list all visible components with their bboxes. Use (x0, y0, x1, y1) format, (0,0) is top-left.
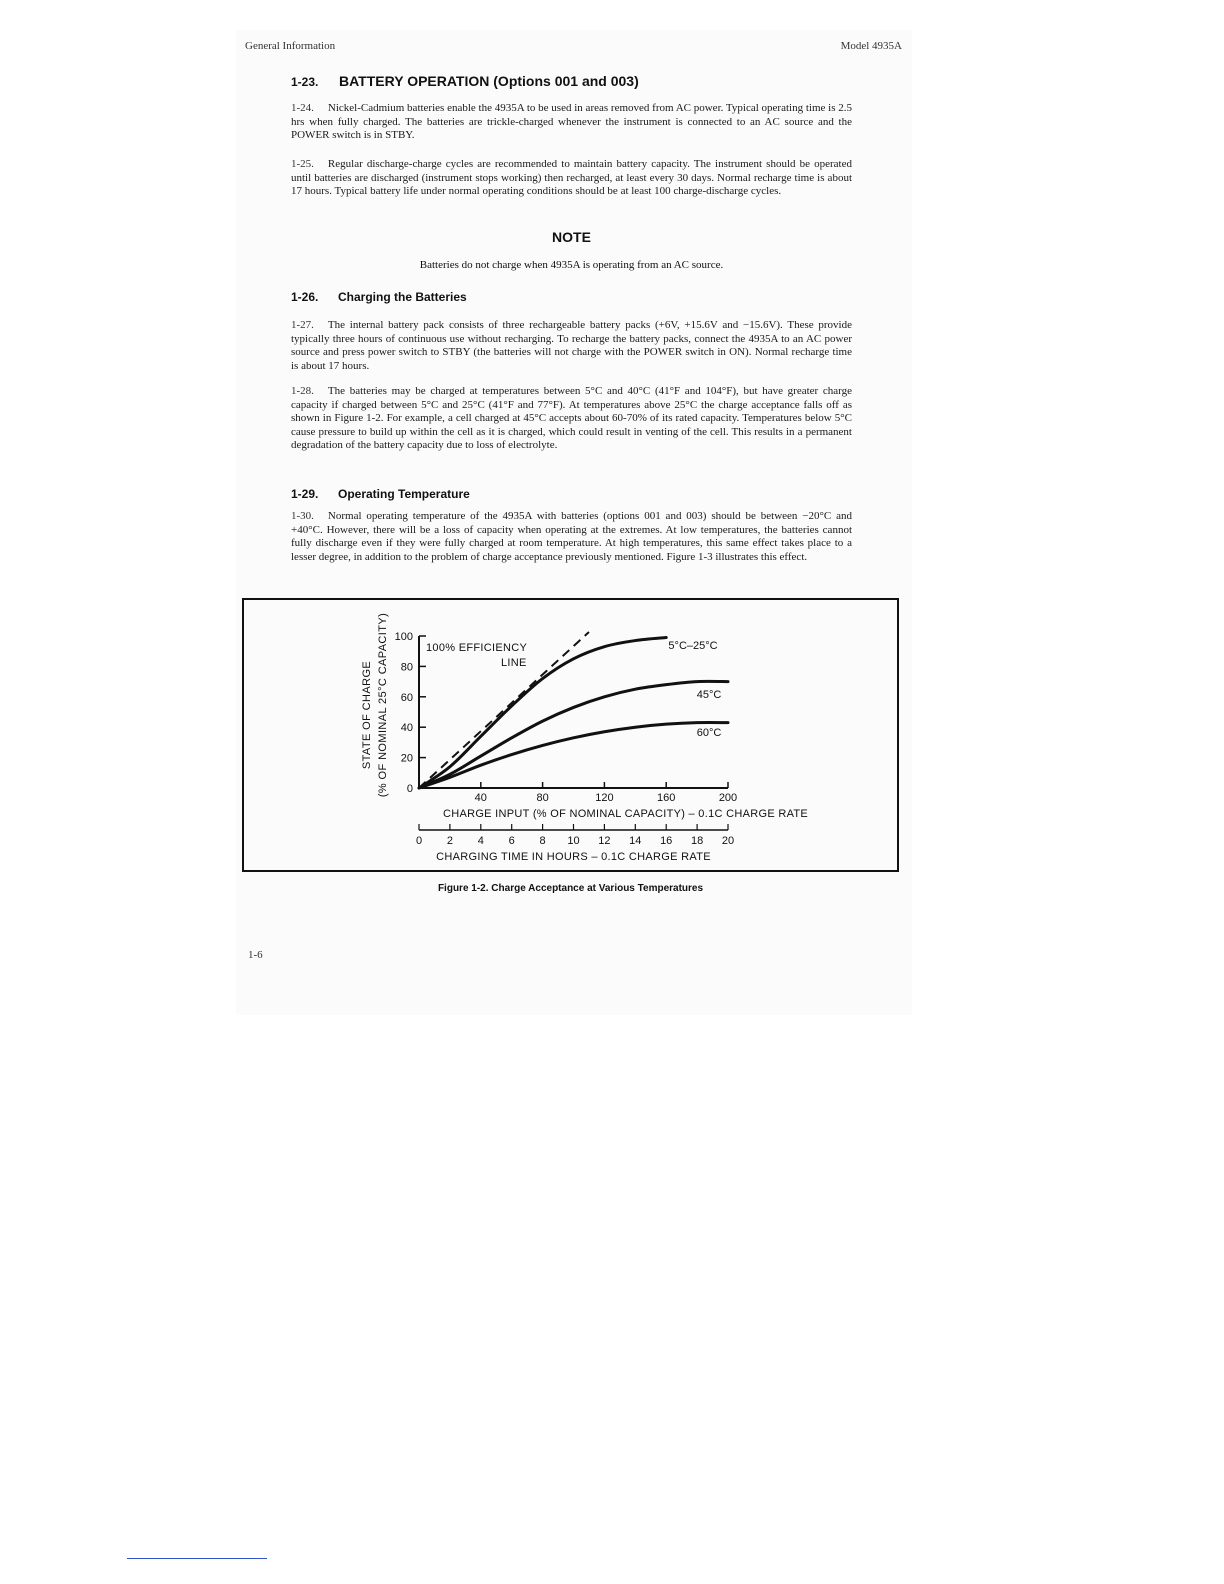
series-label-curve-60c: 60°C (696, 727, 722, 739)
section-number: 1-26. (291, 290, 319, 304)
section-title: Charging the Batteries (338, 290, 467, 304)
paragraph-text: Regular discharge-charge cycles are recommended to maintain battery capacity. The instrument should be operated until batteries are discharged (instrument stops working) then recharged, at least every 30 days. Normal recharge time is about 17 hours. Typical battery life under normal operating conditions should be at least 100 charge-discharge cycles. (291, 158, 852, 197)
curve-5-25c (419, 638, 666, 788)
paragraph-1-30 (291, 510, 852, 564)
figure-caption: Figure 1-2. Charge Acceptance at Various Temperatures (437, 883, 704, 894)
time-axis-tick-label: 16 (660, 835, 673, 847)
time-axis-label: CHARGING TIME IN HOURS – 0.1C CHARGE RATE (436, 851, 711, 863)
x-tick-label: 80 (536, 792, 549, 804)
paragraph-number: 1-27. (291, 319, 314, 331)
time-axis-tick-label: 6 (508, 835, 515, 847)
running-head-right: Model 4935A (840, 40, 902, 52)
series-label-curve-5-25c: 5°C–25°C (668, 640, 718, 652)
chart-svg (244, 600, 897, 870)
section-heading-battery-operation (291, 73, 639, 89)
paragraph-1-27 (291, 319, 852, 373)
chart-axes (419, 636, 728, 830)
time-axis-tick-label: 18 (690, 835, 704, 847)
paragraph-number: 1-28. (291, 385, 314, 397)
time-axis-tick-label: 2 (446, 835, 453, 847)
section-number: 1-29. (291, 487, 319, 501)
paragraph-1-24 (291, 102, 852, 143)
y-tick-label: 60 (400, 691, 413, 704)
section-title: BATTERY OPERATION (Options 001 and 003) (339, 73, 639, 89)
x-tick-label: 120 (595, 792, 614, 804)
time-axis-tick-label: 10 (567, 835, 580, 847)
chart-labels (361, 613, 808, 863)
time-axis-tick-label: 4 (477, 835, 484, 847)
time-axis-tick-label: 14 (629, 835, 642, 847)
paragraph-text: Normal operating temperature of the 4935A with batteries (options 001 and 003) should be between −20°C and +40°C. However, there will be a loss of capacity when operating at the extremes. At low temperatures, the batteries cannot fully discharge even if they were fully charged at room temperature. At high temperatures, this same effect takes place to a lesser degree, in addition to the problem of charge acceptance previously mentioned. Figure 1-3 illustrates this effect. (291, 510, 852, 563)
section-heading-charging (291, 290, 467, 304)
time-axis-tick-label: 0 (415, 835, 423, 847)
y-axis-label: STATE OF CHARGE (361, 660, 373, 770)
x-axis-label: CHARGE INPUT (% OF NOMINAL CAPACITY) – 0.1C CHARGE RATE (442, 808, 809, 820)
paragraph-1-28 (291, 385, 852, 453)
time-axis-tick-label: 12 (598, 835, 611, 847)
efficiency-line-label-line2: LINE (501, 657, 527, 669)
time-axis-tick-label: 20 (721, 835, 735, 847)
efficiency-line-label: 100% EFFICIENCY (426, 642, 528, 654)
x-tick-label: 200 (718, 792, 738, 804)
x-tick-label: 40 (474, 792, 487, 804)
y-tick-label: 20 (400, 752, 413, 765)
time-axis-tick-label: 8 (539, 835, 546, 847)
section-heading-operating-temperature (291, 487, 470, 501)
page-number: 1-6 (248, 949, 263, 961)
paragraph-text: The internal battery pack consists of three rechargeable battery packs (+6V, +15.6V and −15.6V). These provide typically three hours of continuous use without recharging. To recharge the battery packs, connect the 4935A to an AC power source and press power switch to STBY (the batteries will not charge with the POWER switch in ON). Normal recharge time is about 17 hours. (291, 319, 852, 372)
footer-rule (127, 1558, 267, 1559)
paragraph-1-25 (291, 158, 852, 199)
paragraph-text: Nickel-Cadmium batteries enable the 4935A to be used in areas removed from AC power. Typical operating time is 2.5 hrs when fully charged. The batteries are trickle-charged whenever the instrument is connected to an AC source and the POWER switch is in STBY. (291, 102, 852, 141)
curve-60c (419, 723, 728, 788)
running-head-left: General Information (245, 40, 336, 52)
paragraph-number: 1-24. (291, 102, 314, 114)
paragraph-text: The batteries may be charged at temperatures between 5°C and 40°C (41°F and 104°F), but have greater charge capacity if charged between 5°C and 25°C (41°F and 77°F). At temperatures above 25°C the charge acceptance falls off as shown in Figure 1-2. For example, a cell charged at 45°C accepts about 60-70% of its rated capacity. Temperatures below 5°C cause pressure to build up within the cell as it is charged, which could result in venting of the cell. This results in a permanent degradation of the battery capacity due to loss of electrolyte. (291, 385, 852, 451)
y-tick-label: 0 (406, 783, 413, 795)
y-axis-sublabel: (% OF NOMINAL 25°C CAPACITY) (377, 612, 389, 798)
series-label-curve-45c: 45°C (696, 689, 722, 701)
y-tick-label: 80 (400, 661, 413, 674)
paragraph-number: 1-30. (291, 510, 314, 522)
figure-charge-acceptance (242, 598, 899, 872)
section-number: 1-23. (291, 75, 319, 89)
chart-series (419, 632, 728, 788)
note-heading: NOTE (552, 229, 591, 245)
y-tick-label: 100 (394, 631, 413, 643)
paragraph-number: 1-25. (291, 158, 314, 170)
x-tick-label: 160 (657, 792, 676, 804)
y-tick-label: 40 (400, 722, 413, 735)
note-text: Batteries do not charge when 4935A is operating from an AC source. (419, 259, 724, 271)
section-title: Operating Temperature (338, 487, 470, 501)
